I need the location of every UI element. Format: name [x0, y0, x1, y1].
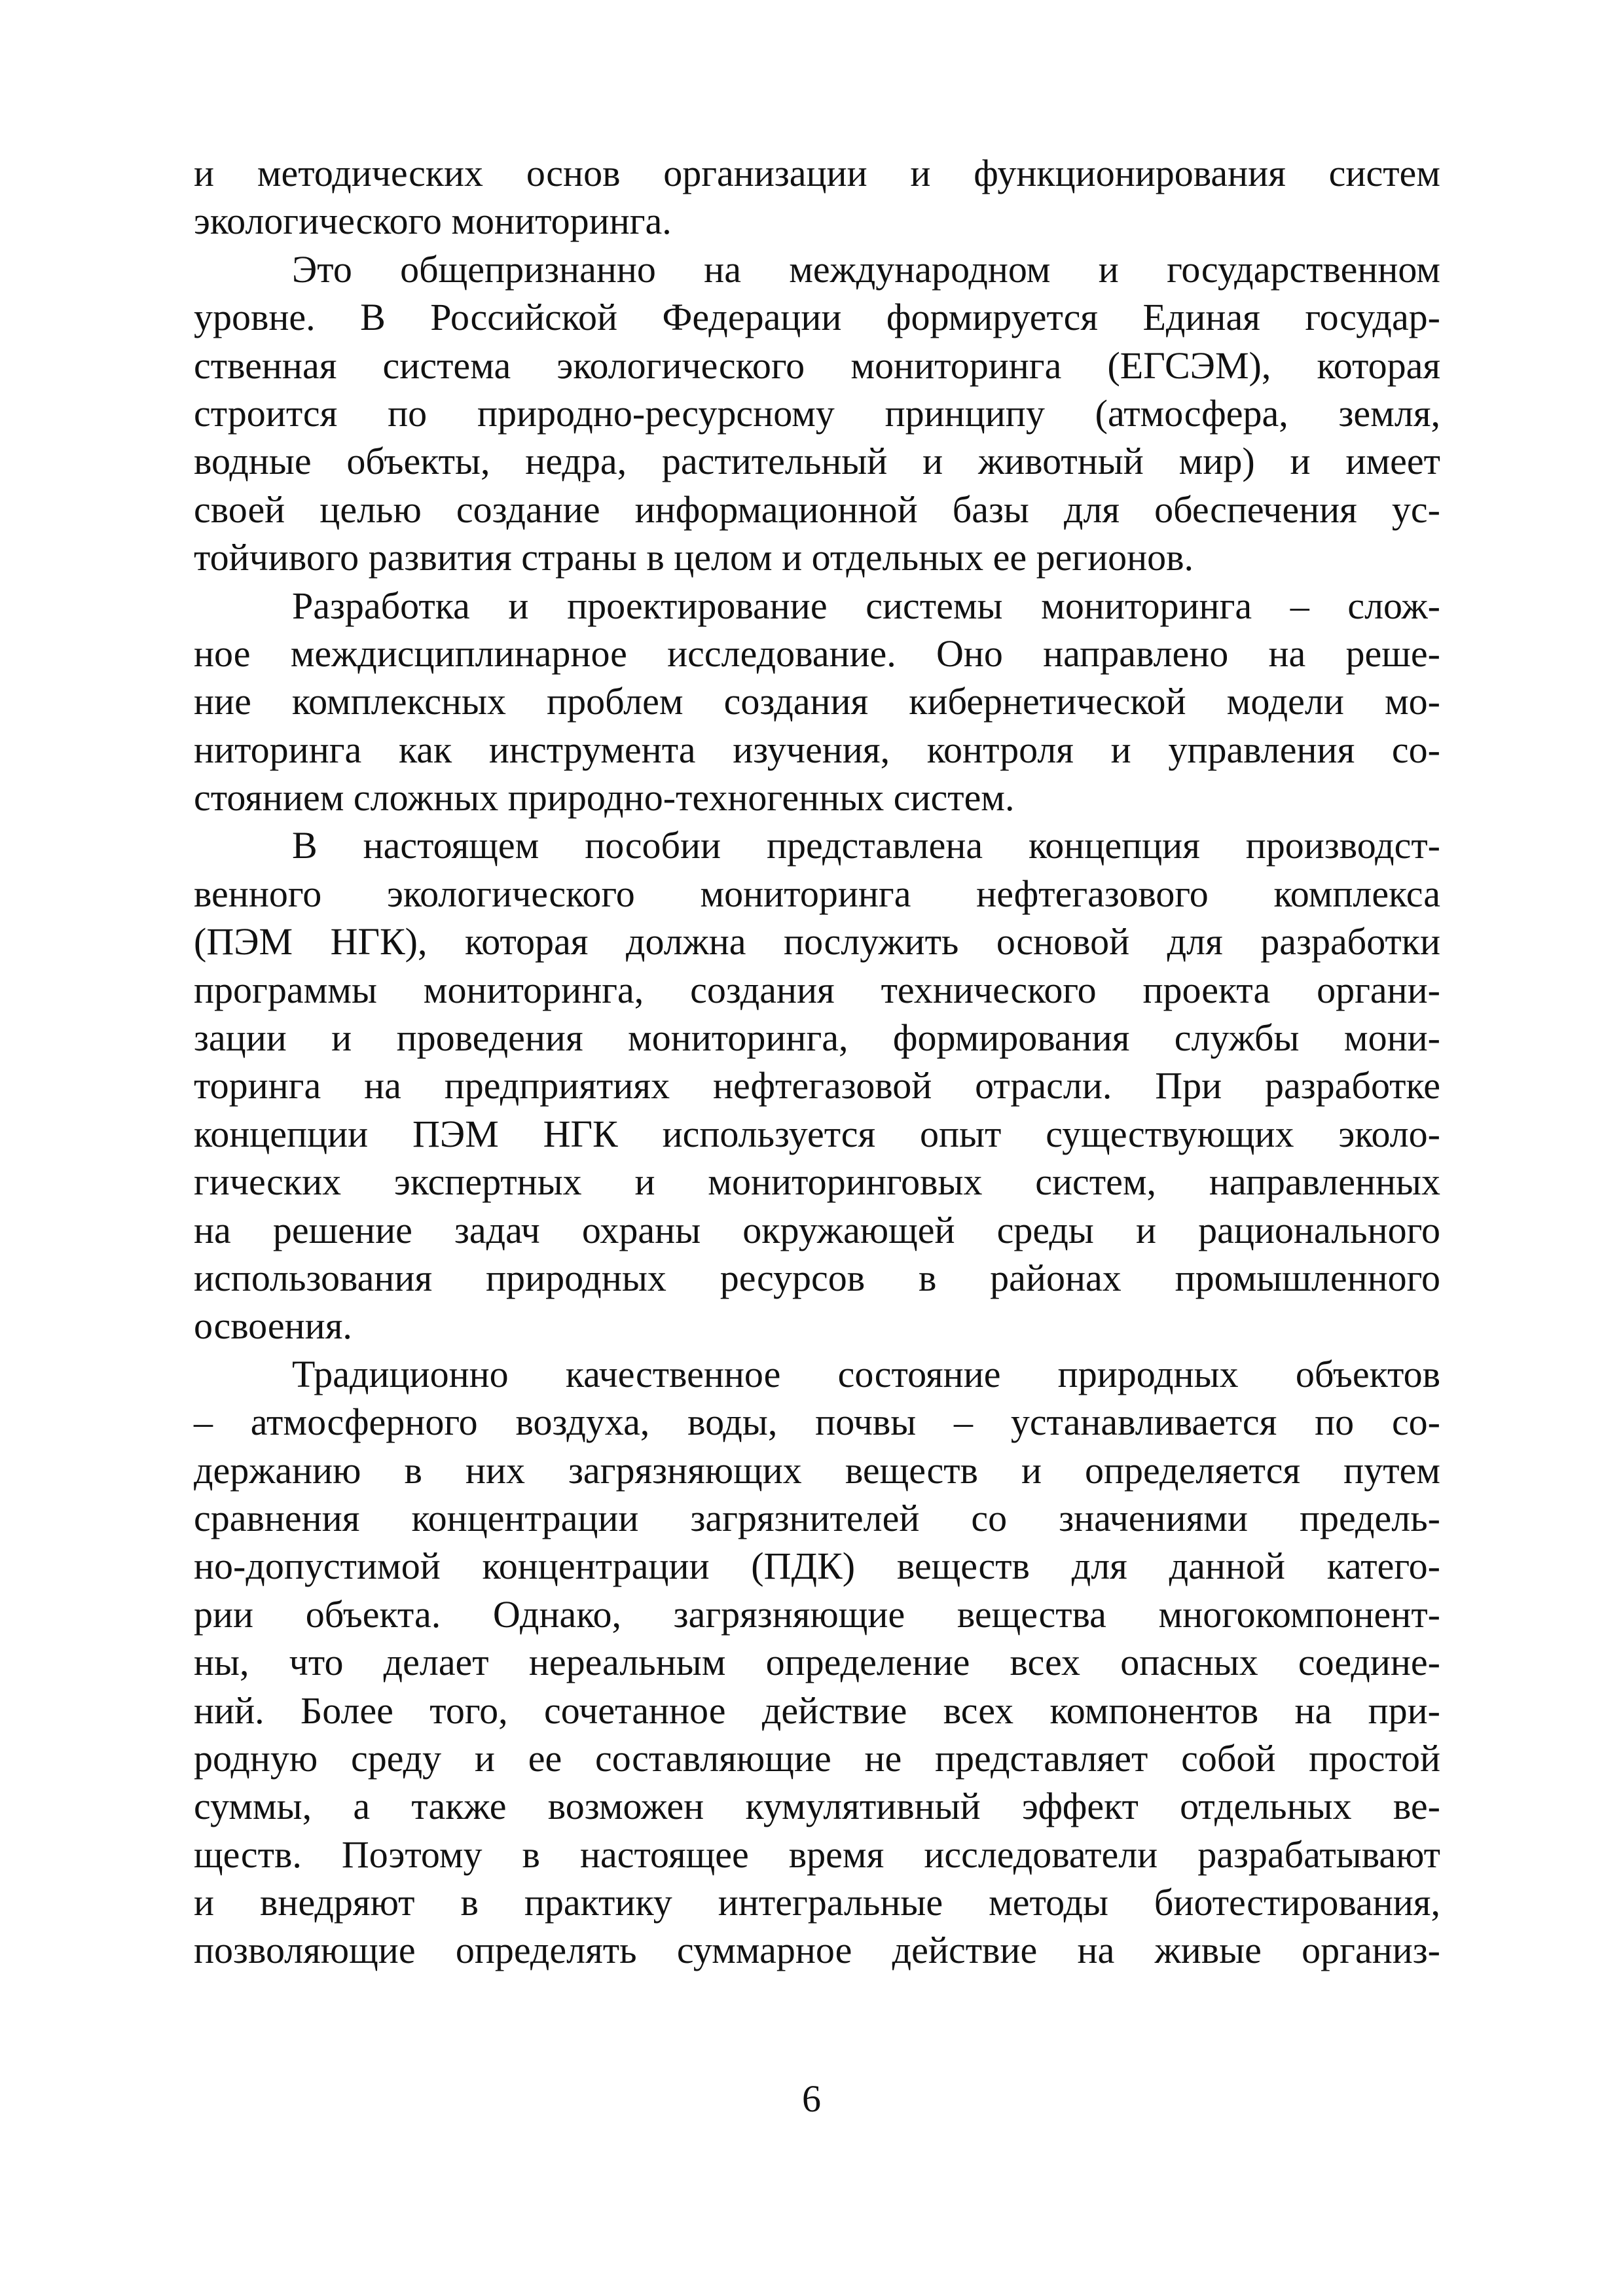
text-line: на решение задач охраны окружающей среды и рационального: [194, 1208, 1440, 1251]
text-line: водные объекты, недра, растительный и животный мир) и имеет: [194, 440, 1440, 483]
paragraph: [194, 821, 1440, 1350]
text-line: ний. Более того, сочетанное действие всех компонентов на при-: [194, 1689, 1440, 1732]
text-line: ственная система экологического мониторинга (ЕГСЭМ), которая: [194, 344, 1440, 387]
text-line: тойчивого развития страны в целом и отдельных ее регионов.: [194, 536, 1194, 579]
text-line: рии объекта. Однако, загрязняющие вещества многокомпонент-: [194, 1592, 1440, 1636]
text-line: родную среду и ее составляющие не представляет собой простой: [194, 1736, 1440, 1780]
text-line: позволяющие определять суммарное действие на живые организ-: [194, 1929, 1440, 1972]
text-line: программы мониторинга, создания технического проекта органи-: [194, 968, 1440, 1011]
text-line: но-допустимой концентрации (ПДК) веществ для данной катего-: [194, 1545, 1440, 1588]
paragraph: [194, 245, 1440, 582]
text-line: уровне. В Российской Федерации формируется Единая государ-: [194, 296, 1440, 339]
text-line: (ПЭМ НГК), которая должна послужить основой для разработки: [194, 920, 1440, 963]
page-number: 6: [802, 2077, 821, 2120]
text-line: своей целью создание информационной базы для обеспечения ус-: [194, 488, 1440, 531]
text-line: ны, что делает нереальным определение всех опасных соедине-: [194, 1641, 1440, 1684]
text-line: суммы, а также возможен кумулятивный эффект отдельных ве-: [194, 1785, 1440, 1828]
text-line: зации и проведения мониторинга, формирования службы мони-: [194, 1016, 1440, 1060]
text-line: использования природных ресурсов в районах промышленного: [194, 1256, 1440, 1299]
text-line: ществ. Поэтому в настоящее время исследователи разрабатывают: [194, 1833, 1440, 1876]
text-line: Разработка и проектирование системы мониторинга – слож-: [292, 584, 1440, 627]
text-line: держанию в них загрязняющих веществ и определяется путем: [194, 1448, 1440, 1492]
text-line: ние комплексных проблем создания кибернетической модели мо-: [194, 680, 1440, 723]
text-line: стоянием сложных природно-техногенных систем.: [194, 776, 1015, 819]
text-line: сравнения концентрации загрязнителей со значениями предель-: [194, 1496, 1440, 1539]
text-line: освоения.: [194, 1304, 352, 1348]
text-line: – атмосферного воздуха, воды, почвы – устанавливается по со-: [194, 1401, 1440, 1444]
text-line: и внедряют в практику интегральные методы биотестирования,: [194, 1881, 1440, 1924]
paragraph: [194, 1350, 1440, 1975]
body-text: [194, 149, 1440, 1975]
text-line: Традиционно качественное состояние природных объектов: [292, 1352, 1440, 1395]
text-line: и методических основ организации и функционирования систем: [194, 152, 1440, 194]
text-line: экологического мониторинга.: [194, 200, 672, 243]
text-line: торинга на предприятиях нефтегазовой отрасли. При разработке: [194, 1064, 1440, 1107]
text-line: ное междисциплинарное исследование. Оно направлено на реше-: [194, 632, 1440, 675]
text-line: В настоящем пособии представлена концепция производст-: [292, 824, 1440, 867]
text-line: венного экологического мониторинга нефтегазового комплекса: [194, 872, 1440, 915]
paragraph: [194, 582, 1440, 822]
paragraph: [194, 149, 1440, 245]
text-line: концепции ПЭМ НГК используется опыт существующих эколо-: [194, 1112, 1440, 1155]
text-line: строится по природно-ресурсному принципу (атмосфера, земля,: [194, 391, 1440, 435]
text-line: ниторинга как инструмента изучения, контроля и управления со-: [194, 728, 1440, 771]
text-line: гических экспертных и мониторинговых систем, направленных: [194, 1160, 1440, 1204]
text-line: Это общепризнанно на международном и государственном: [292, 247, 1440, 291]
